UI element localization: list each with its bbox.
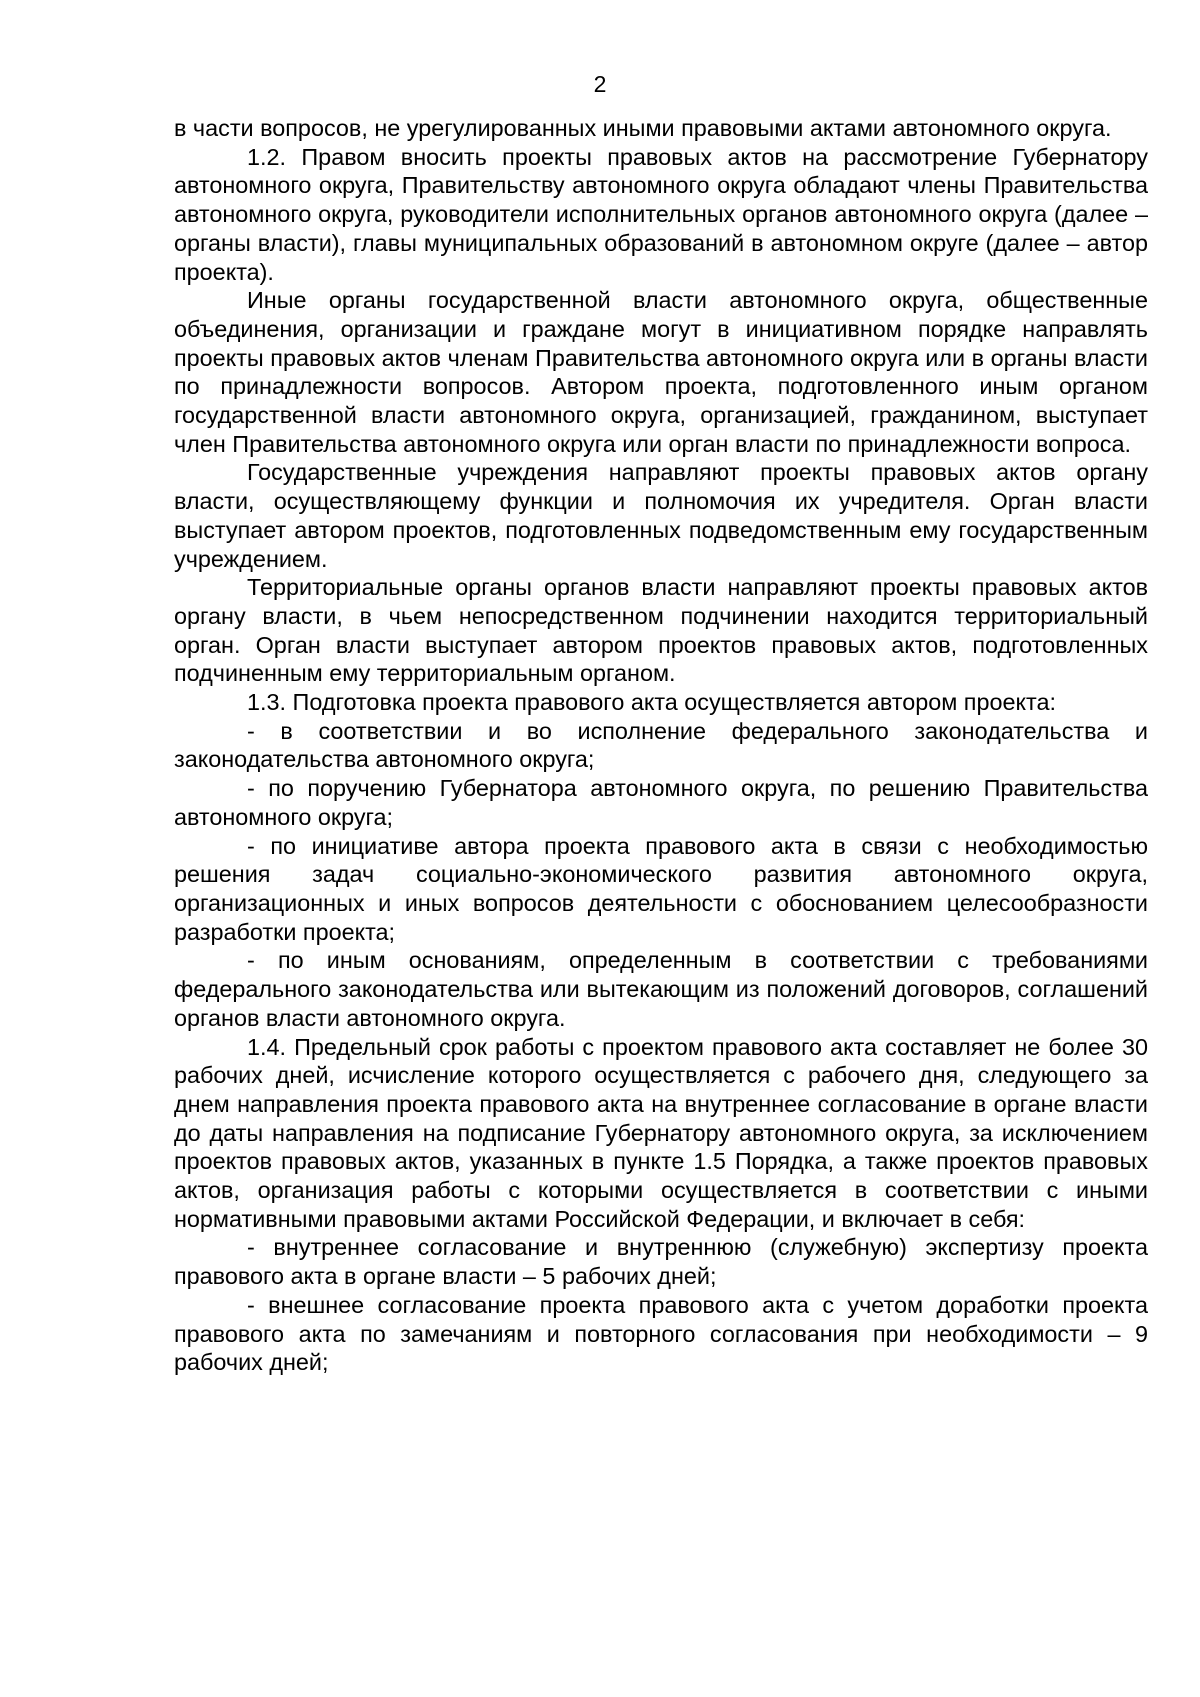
list-item-internal-approval: - внутреннее согласование и внутреннюю (служебную) экспертизу проекта правового акта в органе власти – 5 рабочих дней;	[174, 1234, 1148, 1290]
paragraph-1-3: 1.3. Подготовка проекта правового акта осуществляется автором проекта:	[247, 689, 1056, 716]
paragraph-continuation: в части вопросов, не урегулированных иными правовыми актами автономного округа.	[174, 115, 1112, 141]
list-item-other-grounds: - по иным основаниям, определенным в соответствии с требованиями федерального законодательства или вытекающим из положений договоров, соглашений органов власти автономного округа.	[174, 947, 1148, 1031]
paragraph-1-4: 1.4. Предельный срок работы с проектом правового акта составляет не более 30 рабочих дней, исчисление которого осуществляется с рабочего дня, следующего за днем направления проекта правового акта на внутреннее согласование в органе власти до даты направления на подписание Губернатору автономного округа, за исключением проектов правовых актов, указанных в пункте 1.5 Порядка, а также проектов правовых актов, организация работы с которыми осуществляется в соответствии с иными нормативными правовыми актами Российской Федерации, и включает в себя:	[174, 1033, 1148, 1232]
list-item-author-initiative: - по инициативе автора проекта правового акта в связи с необходимостью решения задач социально-экономического развития автономного округа, организационных и иных вопросов деятельности с обоснованием целесообразности разработки проекта;	[174, 832, 1148, 945]
paragraph-territorial-bodies: Территориальные органы органов власти направляют проекты правовых актов органу власти, в чьем непосредственном подчинении находится территориальный орган. Орган власти выступает автором проектов правовых актов, подготовленных подчиненным ему территориальным органом.	[174, 574, 1148, 687]
paragraph-1-2: 1.2. Правом вносить проекты правовых актов на рассмотрение Губернатору автономного округа, Правительству автономного округа обладают члены Правительства автономного округа, руководители исполнительных органов автономного округа (далее – органы власти), главы муниципальных образований в автономном округе (далее – автор проекта).	[174, 143, 1148, 285]
paragraph-state-institutions: Государственные учреждения направляют проекты правовых актов органу власти, осуществляющему функции и полномочия их учредителя. Орган власти выступает автором проектов, подготовленных подведомственным ему государственным учреждением.	[174, 459, 1148, 572]
document-body	[174, 114, 1148, 1377]
list-item-federal-law: - в соответствии и во исполнение федерального законодательства и законодательства автономного округа;	[174, 717, 1148, 773]
list-item-governor-order: - по поручению Губернатора автономного округа, по решению Правительства автономного округа;	[174, 775, 1148, 830]
paragraph-other-bodies: Иные органы государственной власти автономного округа, общественные объединения, организации и граждане могут в инициативном порядке направлять проекты правовых актов членам Правительства автономного округа или в органы власти по принадлежности вопросов. Автором проекта, подготовленного иным органом государственной власти автономного округа, организацией, гражданином, выступает член Правительства автономного округа или орган власти по принадлежности вопроса.	[174, 287, 1148, 457]
page-number: 2	[593, 71, 607, 97]
list-item-external-approval: - внешнее согласование проекта правового акта с учетом доработки проекта правового акта по замечаниям и повторного согласования при необходимости – 9 рабочих дней;	[174, 1291, 1148, 1376]
